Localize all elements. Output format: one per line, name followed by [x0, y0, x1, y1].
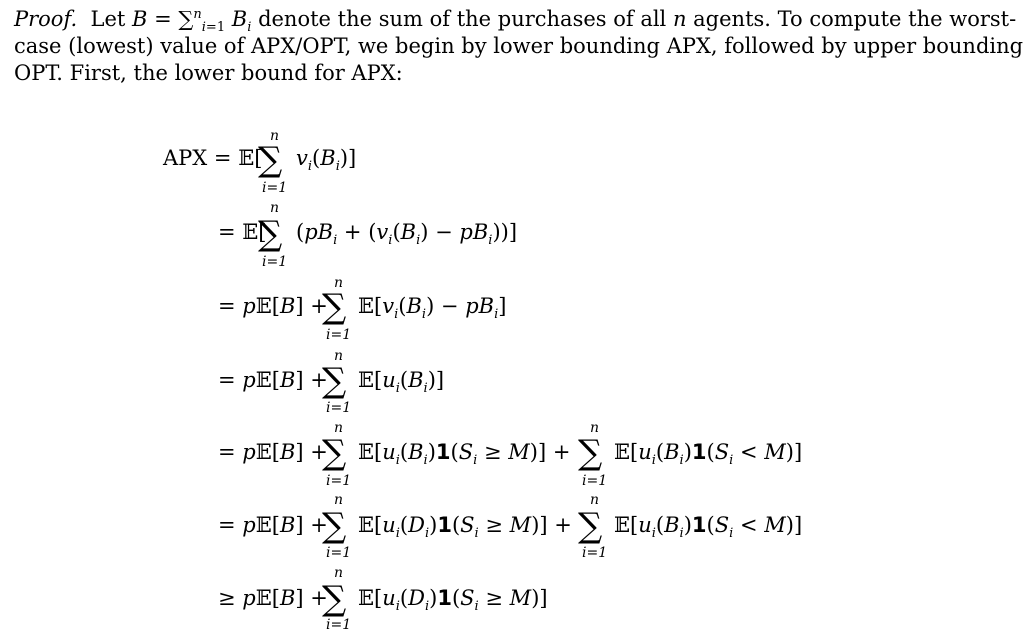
equation-row-2-rel: = 𝔼[ [218, 220, 267, 244]
sum-upper: n [334, 420, 344, 436]
sum-lower: i=1 [262, 180, 288, 196]
equation-row-7: $𝔼[u_i(D_i)1(S_i \ge M)]$ [358, 586, 548, 615]
equation-row-5-rel: = p𝔼[B] + [218, 440, 328, 464]
sum-upper: n [334, 492, 344, 508]
equation-row-2: $(pB_i + (v_i(B_i) - pB_i))$] [296, 220, 518, 249]
equation-row-5a: $𝔼[u_i(B_i)1(S_i \ge M)]$ + [358, 440, 571, 469]
equation-row-3: $𝔼[v_i(B_i) - pB_i]$ [358, 294, 507, 323]
sum-symbol: ∑ [322, 361, 347, 401]
sum-symbol: ∑ [322, 287, 347, 327]
sum-lower: i=1 [582, 545, 608, 561]
proof-line-2: case (lowest) value of APX/OPT, we begin by lower bounding APX, followed by upper bounding [14, 34, 1023, 58]
sum-upper: n [270, 200, 280, 216]
proof-label: Proof. [14, 7, 78, 31]
equation-row-5b: $𝔼[u_i(B_i)1(S_i < M)]$ [614, 440, 803, 469]
sum-upper: n [334, 348, 344, 364]
sum-lower: i=1 [326, 473, 352, 489]
sum-symbol: ∑ [258, 214, 283, 254]
sum-symbol: ∑ [258, 140, 283, 180]
sum-symbol: ∑ [322, 433, 347, 473]
equation-row-1: $v_i(B_i)$] [296, 146, 357, 175]
equation-row-6-rel: = p𝔼[B] + [218, 513, 328, 537]
sum-upper: n [590, 492, 600, 508]
equation-row-6b: $𝔼[u_i(B_i)1(S_i < M)]$ [614, 513, 803, 542]
sum-symbol: ∑ [322, 579, 347, 619]
sum-upper: n [270, 128, 280, 144]
equation-lhs: APX = 𝔼[ [163, 146, 263, 170]
sum-lower: i=1 [326, 400, 352, 416]
sum-upper: n [590, 420, 600, 436]
equation-row-4-rel: = p𝔼[B] + [218, 368, 328, 392]
proof-paragraph [14, 6, 1023, 87]
sum-symbol: ∑ [322, 506, 347, 546]
sum-lower: i=1 [326, 327, 352, 343]
sum-lower: i=1 [262, 254, 288, 270]
sum-lower: i=1 [326, 617, 352, 633]
equation-row-6a: $𝔼[u_i(D_i)1(S_i \ge M)]$ + [358, 513, 572, 542]
equation-row-3-rel: = p𝔼[B] + [218, 294, 328, 318]
sum-symbol: ∑ [578, 506, 603, 546]
sum-symbol: ∑ [578, 433, 603, 473]
sum-upper: n [334, 565, 344, 581]
proof-line-3: OPT. First, the lower bound for APX: [14, 61, 403, 85]
proof-line-1: Proof. Let B = ∑$^n_{i=1}$ $B_i$ denote the sum of the purchases of all n agents. To compute the worst- [14, 7, 1017, 36]
equation-row-7-rel: ≥ p𝔼[B] + [218, 586, 328, 610]
sum-lower: i=1 [326, 545, 352, 561]
equation-row-4: $𝔼[u_i(B_i)]$ [358, 368, 445, 397]
sum-lower: i=1 [582, 473, 608, 489]
sum-upper: n [334, 275, 344, 291]
